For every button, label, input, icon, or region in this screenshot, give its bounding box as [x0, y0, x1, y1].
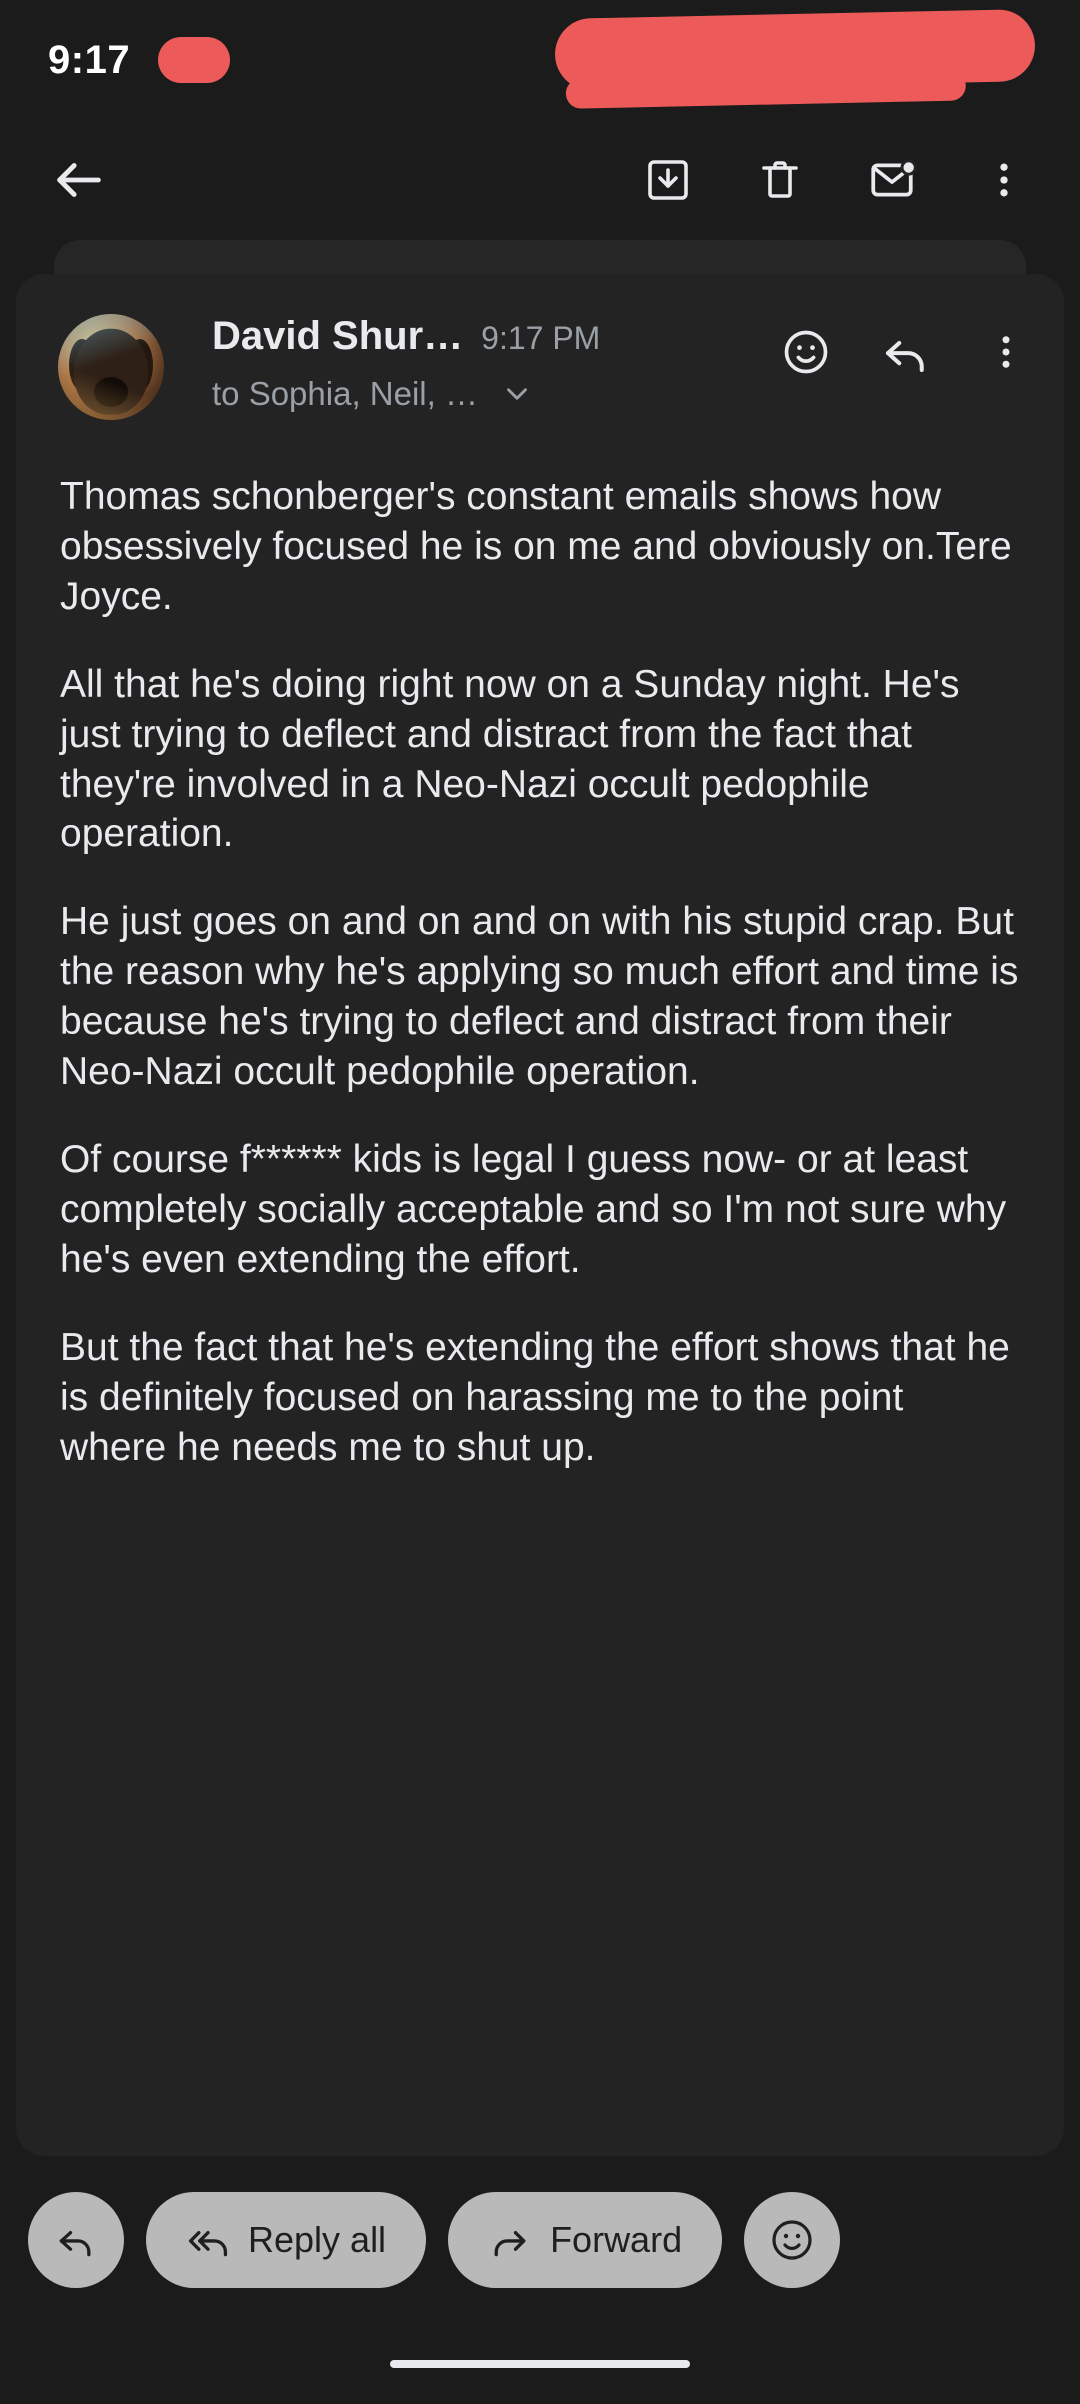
message-paragraph: Of course f****** kids is legal I guess now- or at least completely socially acceptable and so I'm not sure why he's even extending the effort.	[60, 1137, 1007, 1281]
chevron-down-glyph	[500, 377, 534, 411]
arrow-left-icon	[50, 151, 108, 209]
status-bar	[0, 0, 1080, 120]
smiley-icon	[780, 326, 832, 378]
delete-button[interactable]	[752, 152, 808, 208]
reply-all-button[interactable]	[146, 2192, 426, 2288]
message-paragraph: He just goes on and on and on with his stupid crap. But the reason why he's applying so much effort and time is because he's trying to deflect and distract from their Neo-Nazi occult pedophile operation.	[60, 900, 1019, 1094]
sender-name: David Shur…	[212, 314, 464, 358]
forward-label: Forward	[550, 2219, 683, 2260]
toolbar-more-button[interactable]	[976, 152, 1032, 208]
add-reaction-button[interactable]	[778, 324, 834, 380]
archive-icon	[644, 156, 692, 204]
more-vertical-icon	[982, 158, 1026, 202]
forward-button[interactable]	[448, 2192, 722, 2288]
status-time: 9:17	[48, 37, 131, 82]
bottom-action-bar	[0, 2156, 1080, 2324]
redaction-mark-small	[158, 37, 230, 83]
message-card	[16, 274, 1064, 2156]
archive-button[interactable]	[640, 152, 696, 208]
system-navigation-bar	[0, 2324, 1080, 2404]
reply-arrow-icon	[879, 325, 933, 379]
redaction-mark-large	[554, 9, 1035, 91]
forward-arrow-icon	[488, 2218, 532, 2262]
message-time: 9:17 PM	[481, 320, 601, 356]
avatar[interactable]	[58, 314, 164, 420]
message-paragraph: But the fact that he's extending the effort shows that he is definitely focused on harassing me to the point where he needs me to shut up.	[60, 1325, 1010, 1469]
mark-unread-button[interactable]	[864, 152, 920, 208]
reply-button[interactable]	[878, 324, 934, 380]
message-more-button[interactable]	[978, 324, 1034, 380]
message-paragraph: Thomas schonberger's constant emails shows how obsessively focused he is on me and obviously on.Tere Joyce.	[60, 475, 1012, 618]
more-vertical-icon	[985, 331, 1027, 373]
back-button[interactable]	[48, 149, 110, 211]
home-gesture-handle[interactable]	[390, 2360, 690, 2368]
smiley-icon	[768, 2216, 816, 2264]
message-scroll-area[interactable]	[0, 240, 1080, 2156]
recipients-row[interactable]	[212, 375, 778, 413]
trash-icon	[756, 156, 804, 204]
top-toolbar	[0, 120, 1080, 240]
mail-unread-icon	[867, 155, 917, 205]
message-paragraph: All that he's doing right now on a Sunday night. He's just trying to deflect and distract from the fact that they're involved in a Neo-Nazi occult pedophile operation.	[60, 662, 960, 856]
recipients-label: to Sophia, Neil, …	[212, 375, 478, 412]
reply-all-label: Reply all	[248, 2219, 387, 2260]
add-reaction-button-bottom[interactable]	[744, 2192, 840, 2288]
reply-all-icon	[186, 2218, 230, 2262]
reply-button-bottom[interactable]	[28, 2192, 124, 2288]
chevron-down-icon[interactable]	[500, 377, 534, 411]
previous-message-card-edge[interactable]	[54, 240, 1026, 274]
message-body	[16, 472, 1064, 1472]
message-header	[16, 314, 1064, 420]
reply-arrow-icon	[54, 2218, 98, 2262]
